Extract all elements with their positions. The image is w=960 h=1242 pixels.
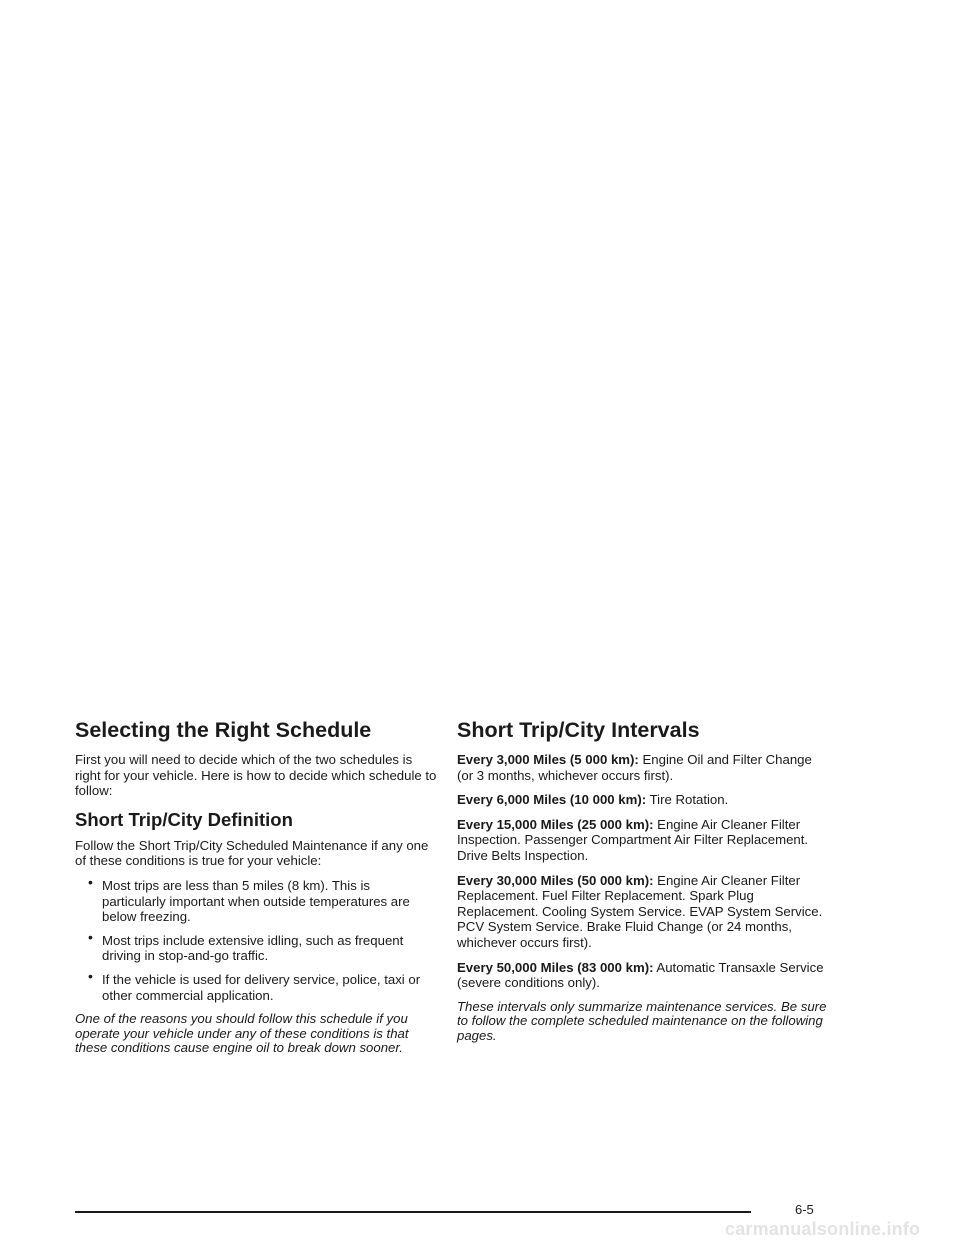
conditions-list — [75, 873, 437, 1003]
interval-item — [457, 817, 827, 864]
schedule-note: One of the reasons you should follow this schedule if you operate your vehicle under any of these conditions is that these conditions cause engine oil to break down sooner. — [75, 1011, 409, 1055]
intro-paragraph: First you will need to decide which of the two schedules is right for your vehicle. Here is how to decide which schedule to follow: — [75, 752, 437, 799]
interval-text: Tire Rotation. — [649, 792, 729, 808]
intervals-title: Short Trip/City Intervals — [457, 718, 700, 742]
left-column — [75, 716, 437, 1064]
intervals-note: These intervals only summarize maintenance services. Be sure to follow the complete scheduled maintenance on the following pages. — [457, 998, 827, 1043]
bullet-icon: • — [88, 873, 93, 890]
list-item — [75, 967, 437, 1003]
interval-label: Every 15,000 Miles (25 000 km): — [457, 816, 654, 832]
interval-item — [457, 873, 827, 951]
interval-label: Every 30,000 Miles (50 000 km): — [457, 872, 654, 888]
list-item-text: Most trips are less than 5 miles (8 km). This is particularly important when outside temperatures are below freezing. — [102, 877, 410, 925]
definition-heading: Short Trip/City Definition — [75, 808, 293, 830]
list-item — [75, 873, 437, 925]
list-item — [75, 928, 437, 964]
interval-item — [457, 752, 827, 783]
interval-label: Every 6,000 Miles (10 000 km): — [457, 792, 647, 808]
bullet-icon: • — [88, 967, 93, 984]
interval-label: Every 3,000 Miles (5 000 km): — [457, 752, 639, 767]
list-item-text: Most trips include extensive idling, such as frequent driving in stop-and-go traffic. — [102, 932, 404, 964]
interval-item — [457, 792, 827, 808]
list-item-text: If the vehicle is used for delivery service, police, taxi or other commercial application. — [102, 971, 421, 1003]
right-column — [457, 716, 827, 1052]
page-number: 6-5 — [795, 1202, 814, 1217]
definition-intro: Follow the Short Trip/City Scheduled Maintenance if any one of these conditions is true for your vehicle: — [75, 837, 429, 869]
section-title: Selecting the Right Schedule — [75, 718, 372, 742]
interval-item — [457, 960, 827, 991]
interval-text: Engine Air Cleaner Filter Replacement. Fuel Filter Replacement. Spark Plug Replacement. Cooling System Service. EVAP System Service. PCV System Service. Brake Fluid Change (or 24 months, whichever occurs first). — [457, 872, 823, 950]
bullet-icon: • — [88, 928, 93, 945]
interval-text: Automatic Transaxle Service (severe conditions only). — [457, 959, 824, 991]
footer-divider — [75, 1211, 751, 1213]
interval-text: Engine Air Cleaner Filter Inspection. Passenger Compartment Air Filter Replacement. Drive Belts Inspection. — [457, 816, 809, 863]
interval-label: Every 50,000 Miles (83 000 km): — [457, 959, 654, 975]
watermark: carmanualsonline.info — [725, 1219, 921, 1239]
interval-text: Engine Oil and Filter Change (or 3 months, whichever occurs first). — [457, 752, 812, 783]
